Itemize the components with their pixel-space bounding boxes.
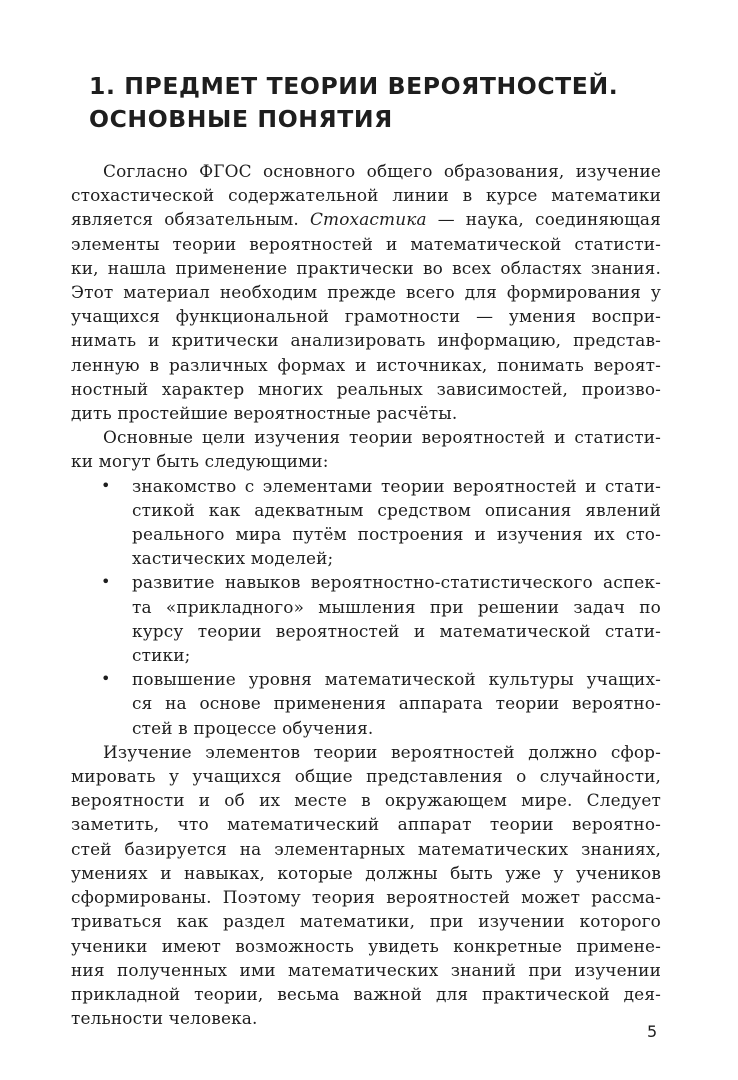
text-line: тельности человека. bbox=[71, 1008, 258, 1029]
text-line: знакомство с элементами теории вероятностей и стати- bbox=[132, 475, 661, 496]
text-fragment: — наука, соединяющая bbox=[437, 209, 661, 230]
page-number: 5 bbox=[647, 1022, 658, 1041]
text-line: прикладной теории, весьма важной для практической дея- bbox=[71, 983, 661, 1004]
text-line: дить простейшие вероятностные расчёты. bbox=[71, 403, 458, 424]
text-line: стохастической содержательной линии в курсе математики bbox=[71, 185, 661, 206]
text-line: Основные цели изучения теории вероятностей и статисти- bbox=[103, 427, 661, 448]
text-line: нимать и критически анализировать информацию, представ- bbox=[71, 330, 661, 351]
text-line: Этот материал необходим прежде всего для формирования у bbox=[71, 282, 661, 303]
text-line: стей базируется на элементарных математических знаниях, bbox=[71, 838, 661, 859]
list-item bbox=[71, 570, 661, 667]
text-line: триваться как раздел математики, при изучении которого bbox=[71, 911, 661, 932]
text-line: вероятности и об их месте в окружающем мире. Следует bbox=[71, 790, 661, 811]
text-line: Согласно ФГОС основного общего образования, изучение bbox=[103, 161, 661, 181]
paragraph-1 bbox=[71, 159, 661, 425]
text-line: стикой как адекватным средством описания явлений bbox=[132, 499, 661, 520]
text-line: повышение уровня математической культуры учащих- bbox=[132, 669, 661, 690]
paragraph-3 bbox=[71, 740, 661, 1030]
text-line: мировать у учащихся общие представления о случайности, bbox=[71, 766, 661, 787]
italic-term: Стохастика bbox=[309, 209, 427, 230]
list-item bbox=[71, 667, 661, 740]
bullet-icon: • bbox=[101, 572, 111, 592]
goals-list bbox=[71, 474, 661, 740]
text-line: заметить, что математический аппарат теории вероятно- bbox=[71, 814, 661, 835]
text-line: ки, нашла применение практически во всех областях знания. bbox=[71, 257, 661, 278]
text-fragment: является обязательным. bbox=[71, 209, 299, 230]
text-line: умениях и навыках, которые должны быть уже у учеников bbox=[71, 862, 661, 883]
list-item bbox=[71, 474, 661, 571]
text-line: развитие навыков вероятностно-статистического аспек- bbox=[132, 572, 661, 593]
bullet-icon: • bbox=[101, 475, 111, 495]
body-text bbox=[71, 159, 661, 1030]
text-line: ния полученных ими математических знаний при изучении bbox=[71, 959, 661, 980]
text-line: ленную в различных формах и источниках, понимать вероят- bbox=[71, 354, 661, 375]
text-line: сформированы. Поэтому теория вероятностей может рассма- bbox=[71, 887, 661, 908]
text-line: элементы теории вероятностей и математической статисти- bbox=[71, 233, 661, 254]
text-line: хастических моделей; bbox=[132, 548, 334, 569]
text-line: стей в процессе обучения. bbox=[132, 717, 374, 738]
chapter-heading-line-1: 1. ПРЕДМЕТ ТЕОРИИ ВЕРОЯТНОСТЕЙ. bbox=[89, 72, 619, 100]
chapter-heading bbox=[89, 70, 689, 136]
text-line: Изучение элементов теории вероятностей должно сфор- bbox=[103, 741, 661, 762]
text-line: курсу теории вероятностей и математической стати- bbox=[132, 620, 661, 641]
paragraph-2 bbox=[71, 425, 661, 473]
text-line: стики; bbox=[132, 645, 191, 666]
text-line: реального мира путём построения и изучения их сто- bbox=[132, 524, 661, 545]
text-line: ностный характер многих реальных зависимостей, произво- bbox=[71, 378, 661, 399]
text-line: учащихся функциональной грамотности — умения воспри- bbox=[71, 306, 661, 327]
text-line: ки могут быть следующими: bbox=[71, 451, 329, 472]
bullet-icon: • bbox=[101, 669, 111, 689]
chapter-heading-line-2: ОСНОВНЫЕ ПОНЯТИЯ bbox=[89, 105, 393, 133]
text-line: та «прикладного» мышления при решении задач по bbox=[132, 596, 661, 617]
text-line bbox=[71, 207, 661, 231]
text-line: ся на основе применения аппарата теории вероятно- bbox=[132, 693, 661, 714]
text-line: ученики имеют возможность увидеть конкретные примене- bbox=[71, 935, 661, 956]
